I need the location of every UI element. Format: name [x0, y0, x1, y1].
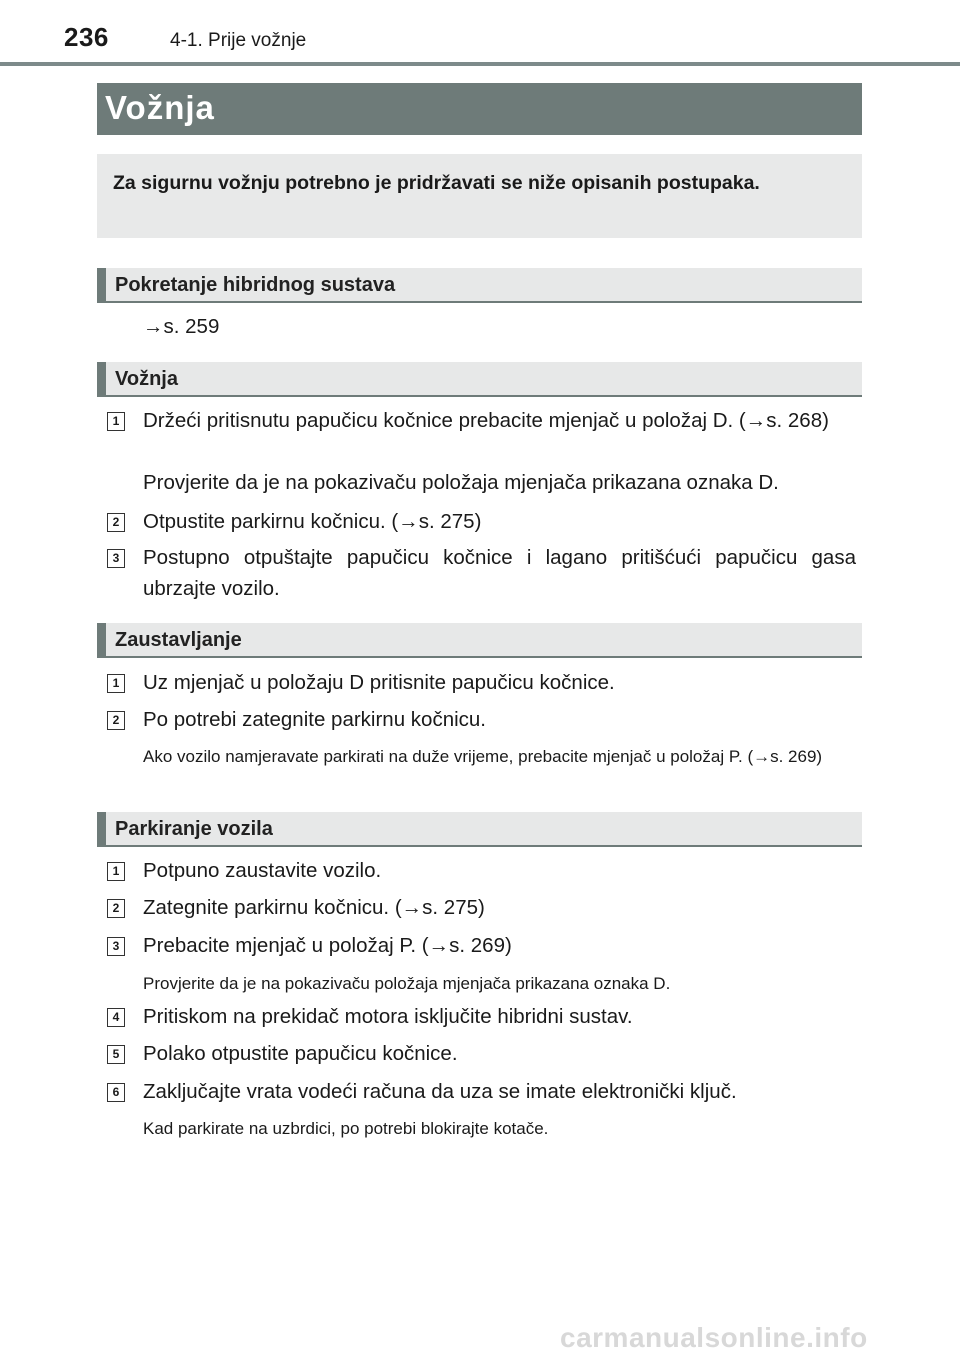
page-title-bar	[97, 83, 862, 135]
step-number: 6	[107, 1083, 125, 1102]
step-number: 1	[107, 862, 125, 881]
heading-parking-label: Parkiranje vozila	[115, 818, 273, 840]
stop-step-2-note: Ako vozilo namjeravate parkirati na duže vrijeme, prebacite mjenjač u položaj P. (→s. 269)	[143, 747, 823, 766]
heading-stopping-label: Zaustavljanje	[115, 629, 242, 651]
park-step-3-note: Provjerite da je na pokazivaču položaja mjenjača prikazana oznaka D.	[143, 974, 671, 993]
park-step-4: Pritiskom na prekidač motora isključite hibridni sustav.	[143, 1005, 633, 1028]
park-step-3: Prebacite mjenjač u položaj P. (→s. 269)	[143, 934, 512, 957]
page-number: 236	[64, 22, 109, 52]
page-title: Vožnja	[105, 89, 215, 126]
heading-start-hybrid-label: Pokretanje hibridnog sustava	[115, 274, 396, 296]
intro-text: Za sigurnu vožnju potrebno je pridržavati se niže opisanih postupaka.	[113, 172, 760, 194]
heading-driving-label: Vožnja	[115, 368, 178, 390]
stop-step-1: Uz mjenjač u položaju D pritisnite papučicu kočnice.	[143, 671, 615, 694]
step-number: 4	[107, 1008, 125, 1027]
park-step-2: Zategnite parkirnu kočnicu. (→s. 275)	[143, 896, 485, 919]
drive-step-1-note: Provjerite da je na pokazivaču položaja mjenjača prikazana oznaka D.	[143, 471, 779, 494]
heading-parking	[97, 812, 862, 847]
park-step-5: Polako otpustite papučicu kočnice.	[143, 1042, 458, 1065]
step-number: 2	[107, 513, 125, 532]
park-step-6-note: Kad parkirate na uzbrdici, po potrebi blokirajte kotače.	[143, 1119, 549, 1138]
step-number: 2	[107, 711, 125, 730]
heading-start-hybrid	[97, 268, 862, 303]
step-number: 3	[107, 937, 125, 956]
step-number: 5	[107, 1045, 125, 1064]
drive-step-3: Postupno otpuštajte papučicu kočnice i lagano pritišćući papučicu gasa ubrzajte vozilo.	[143, 546, 856, 600]
drive-step-2: Otpustite parkirnu kočnicu. (→s. 275)	[143, 510, 482, 533]
step-number: 2	[107, 899, 125, 918]
drive-step-1: Držeći pritisnutu papučicu kočnice prebacite mjenjač u položaj D. (→s. 268)	[143, 409, 829, 432]
park-step-6: Zaključajte vrata vodeći računa da uza se imate elektronički ključ.	[143, 1080, 737, 1103]
section-title: 4-1. Prije vožnje	[170, 30, 307, 51]
step-number: 3	[107, 549, 125, 568]
intro-box	[97, 154, 862, 238]
step-number: 1	[107, 674, 125, 693]
stop-step-2: Po potrebi zategnite parkirnu kočnicu.	[143, 708, 487, 731]
header-divider	[0, 62, 960, 66]
heading-stopping	[97, 623, 862, 658]
heading-driving	[97, 362, 862, 397]
start-page-ref: →s. 259	[143, 315, 220, 338]
step-number: 1	[107, 412, 125, 431]
watermark: carmanualsonline.info	[560, 1322, 868, 1353]
park-step-1: Potpuno zaustavite vozilo.	[143, 859, 382, 882]
